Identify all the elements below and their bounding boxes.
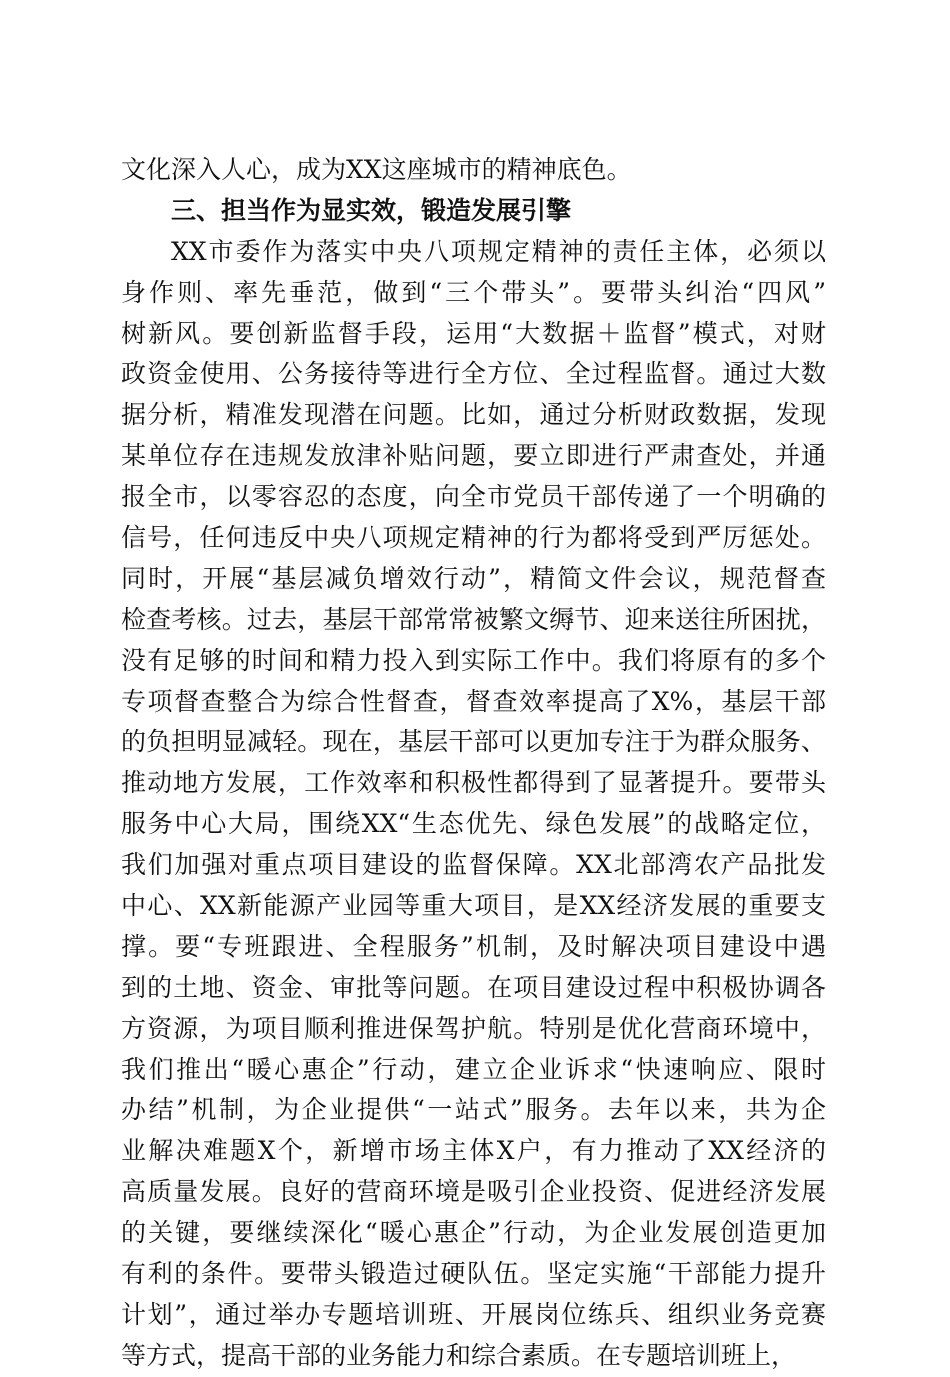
text-line: 的负担明显减轻。现在，基层干部可以更加专注于为群众服务、 xyxy=(121,727,826,757)
text-line: 中心、XX新能源产业园等重大项目，是XX经济发展的重要支 xyxy=(121,891,826,921)
text-line: 有利的条件。要带头锻造过硬队伍。坚定实施“干部能力提升 xyxy=(121,1259,826,1289)
text-line: 报全市，以零容忍的态度，向全市党员干部传递了一个明确的 xyxy=(121,482,826,512)
text-line: 某单位存在违规发放津补贴问题，要立即进行严肃查处，并通 xyxy=(121,441,826,471)
text-line: 没有足够的时间和精力投入到实际工作中。我们将原有的多个 xyxy=(121,645,826,675)
section-heading: 三、担当作为显实效，锻造发展引擎 xyxy=(171,195,572,225)
text-line: 专项督查整合为综合性督查，督查效率提高了X%，基层干部 xyxy=(121,686,826,716)
text-line: 高质量发展。良好的营商环境是吸引企业投资、促进经济发展 xyxy=(121,1177,826,1207)
text-line: 政资金使用、公务接待等进行全方位、全过程监督。通过大数 xyxy=(121,359,826,389)
text-line: 等方式，提高干部的业务能力和综合素质。在专题培训班上， xyxy=(121,1340,797,1370)
text-line: 计划”，通过举办专题培训班、开展岗位练兵、组织业务竞赛 xyxy=(121,1299,826,1329)
text-line: 方资源，为项目顺利推进保驾护航。特别是优化营商环境中， xyxy=(121,1013,826,1043)
text-line: 推动地方发展，工作效率和积极性都得到了显著提升。要带头 xyxy=(121,768,826,798)
text-line: 撑。要“专班跟进、全程服务”机制，及时解决项目建设中遇 xyxy=(121,931,826,961)
text-line: 据分析，精准发现潜在问题。比如，通过分析财政数据，发现 xyxy=(121,400,826,430)
text-line: 文化深入人心，成为XX这座城市的精神底色。 xyxy=(121,155,632,184)
text-line: 我们推出“暖心惠企”行动，建立企业诉求“快速响应、限时 xyxy=(121,1054,826,1084)
text-line: XX市委作为落实中央八项规定精神的责任主体，必须以 xyxy=(171,236,826,266)
body-text xyxy=(121,150,826,1377)
text-line: 到的土地、资金、审批等问题。在项目建设过程中积极协调各 xyxy=(121,972,826,1002)
text-line: 信号，任何违反中央八项规定精神的行为都将受到严厉惩处。 xyxy=(121,523,826,553)
text-line: 树新风。要创新监督手段，运用“大数据＋监督”模式，对财 xyxy=(121,318,826,348)
text-line: 的关键，要继续深化“暖心惠企”行动，为企业发展创造更加 xyxy=(121,1218,826,1248)
text-line: 检查考核。过去，基层干部常常被繁文缛节、迎来送往所困扰， xyxy=(121,604,826,634)
text-line: 我们加强对重点项目建设的监督保障。XX北部湾农产品批发 xyxy=(121,850,826,880)
text-line: 服务中心大局，围绕XX“生态优先、绿色发展”的战略定位， xyxy=(121,809,826,839)
text-line: 身作则、率先垂范，做到“三个带头”。要带头纠治“四风” xyxy=(121,277,826,307)
text-line: 同时，开展“基层减负增效行动”，精简文件会议，规范督查 xyxy=(121,563,826,593)
text-line: 办结”机制，为企业提供“一站式”服务。去年以来，共为企 xyxy=(121,1095,826,1125)
text-line: 业解决难题X个，新增市场主体X户，有力推动了XX经济的 xyxy=(121,1136,826,1166)
